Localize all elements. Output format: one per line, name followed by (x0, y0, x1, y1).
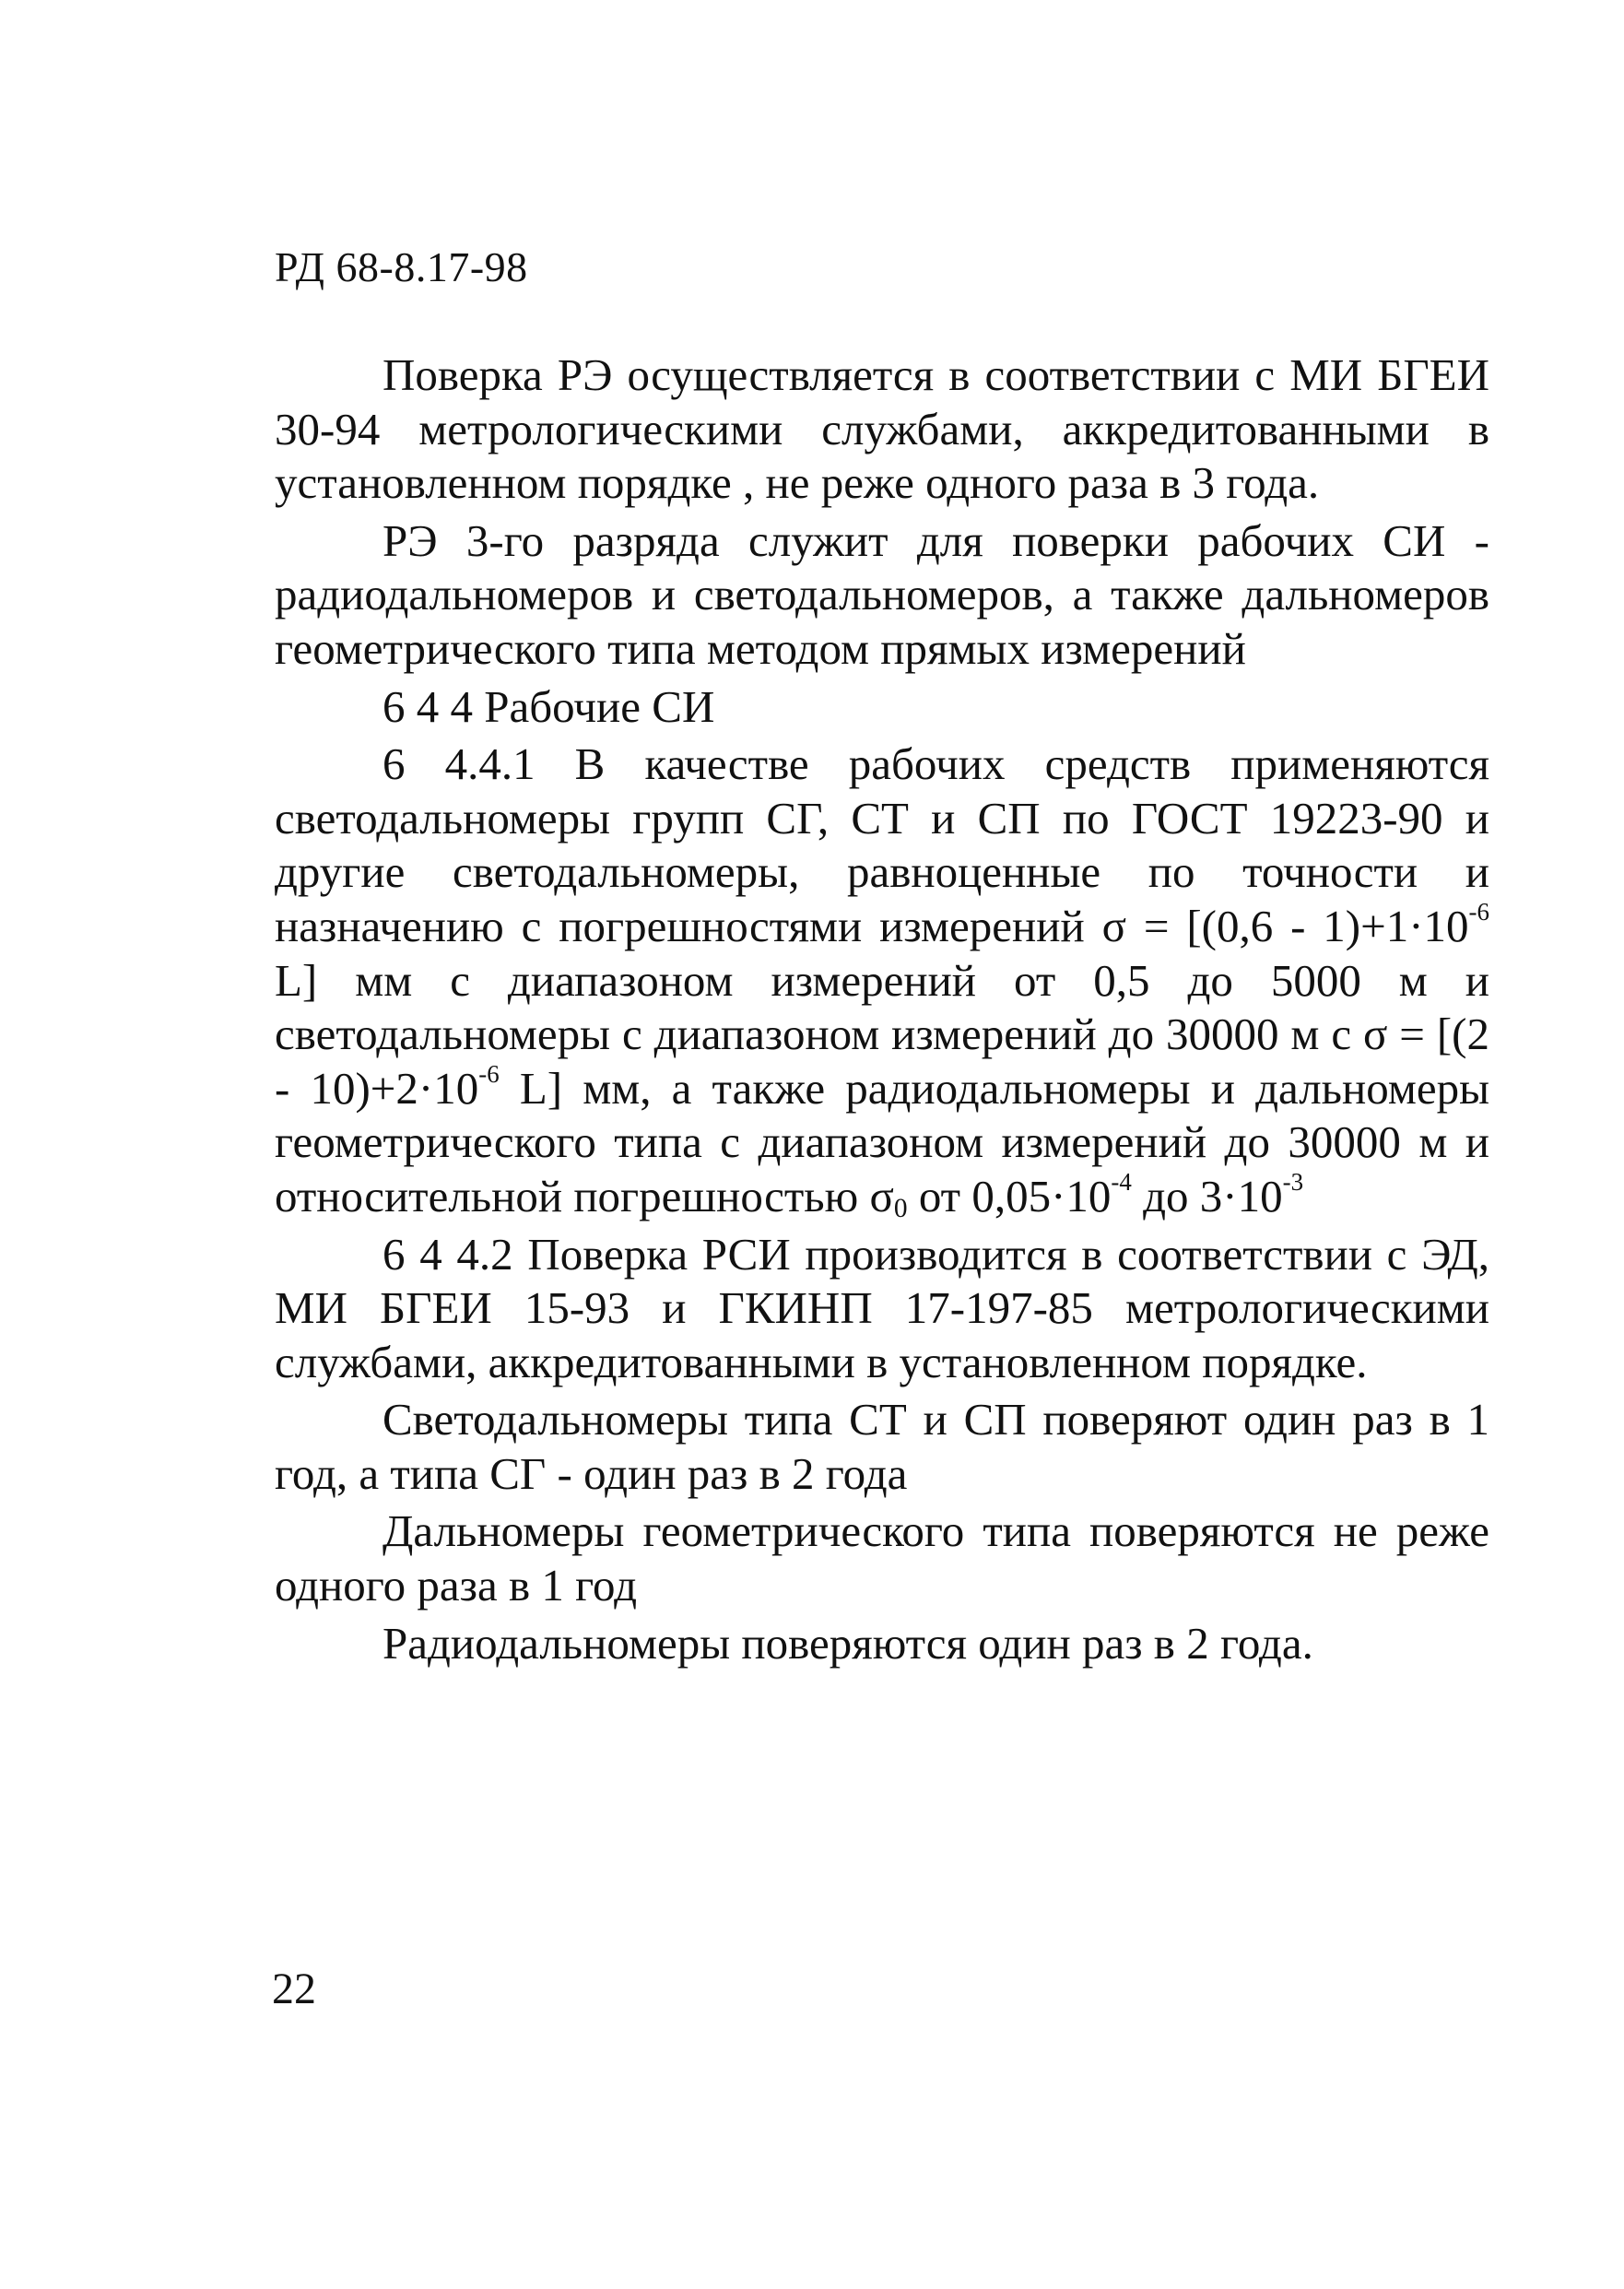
text-segment: 6 4.4.1 В качестве рабочих средств применяются светодальномеры групп СГ, СТ и СП по ГОСТ 19223-90 и другие светодальномеры, равноценные по точности и назначению с погрешностями измерений σ = [(0,6 - 1)+1·10 (275, 738, 1489, 951)
exponent: -4 (1111, 1168, 1132, 1196)
text-segment: L] мм, а также радиодальномеры и дальномеры геометрического типа с диапазоном измерений до 30000 м и относительной погрешностью σ (275, 1062, 1489, 1221)
subscript: 0 (893, 1193, 908, 1223)
paragraph-6-4-4-1 (275, 737, 1489, 1223)
document-code: РД 68-8.17-98 (275, 243, 528, 290)
page-number: 22 (272, 1965, 316, 2013)
paragraph-re-3rd-grade: РЭ 3-го разряда служит для поверки рабочих СИ - радиодальномеров и светодальномеров, а также дальномеров геометрического типа методом прямых измерений (275, 514, 1489, 674)
section-heading-working-si: 6 4 4 Рабочие СИ (382, 680, 715, 732)
text-segment: до 3·10 (1131, 1170, 1283, 1221)
paragraph-radio-rangefinders: Радиодальномеры поверяются один раз в 2 года. (382, 1617, 1313, 1669)
paragraph-6-4-4-2: 6 4 4.2 Поверка РСИ производится в соответствии с ЭД, МИ БГЕИ 15-93 и ГКИНП 17-197-85 метрологическими службами, аккредитованными в установленном порядке. (275, 1228, 1489, 1387)
exponent: -3 (1282, 1168, 1304, 1196)
text-segment: L] мм с диапазоном измерений от 0,5 до 5000 м и светодальномеры с диапазоном измерений до 30000 м с σ = [(2 - 10)+2·10 (275, 954, 1489, 1114)
paragraph-st-sp-verification: Светодальномеры типа СТ и СП поверяют один раз в 1 год, а типа СГ - один раз в 2 года (275, 1394, 1489, 1499)
paragraph-geometric-rangefinders: Дальномеры геометрического типа поверяются не реже одного раза в 1 год (275, 1505, 1489, 1611)
document-body (275, 348, 1489, 1670)
text-segment: от 0,05·10 (907, 1170, 1112, 1221)
exponent: -6 (478, 1059, 500, 1088)
paragraph-verification-re: Поверка РЭ осуществляется в соответствии с МИ БГЕИ 30-94 метрологическими службами, аккредитованными в установленном порядке , не реже одного раза в 3 года. (275, 349, 1489, 509)
exponent: -6 (1468, 898, 1489, 926)
